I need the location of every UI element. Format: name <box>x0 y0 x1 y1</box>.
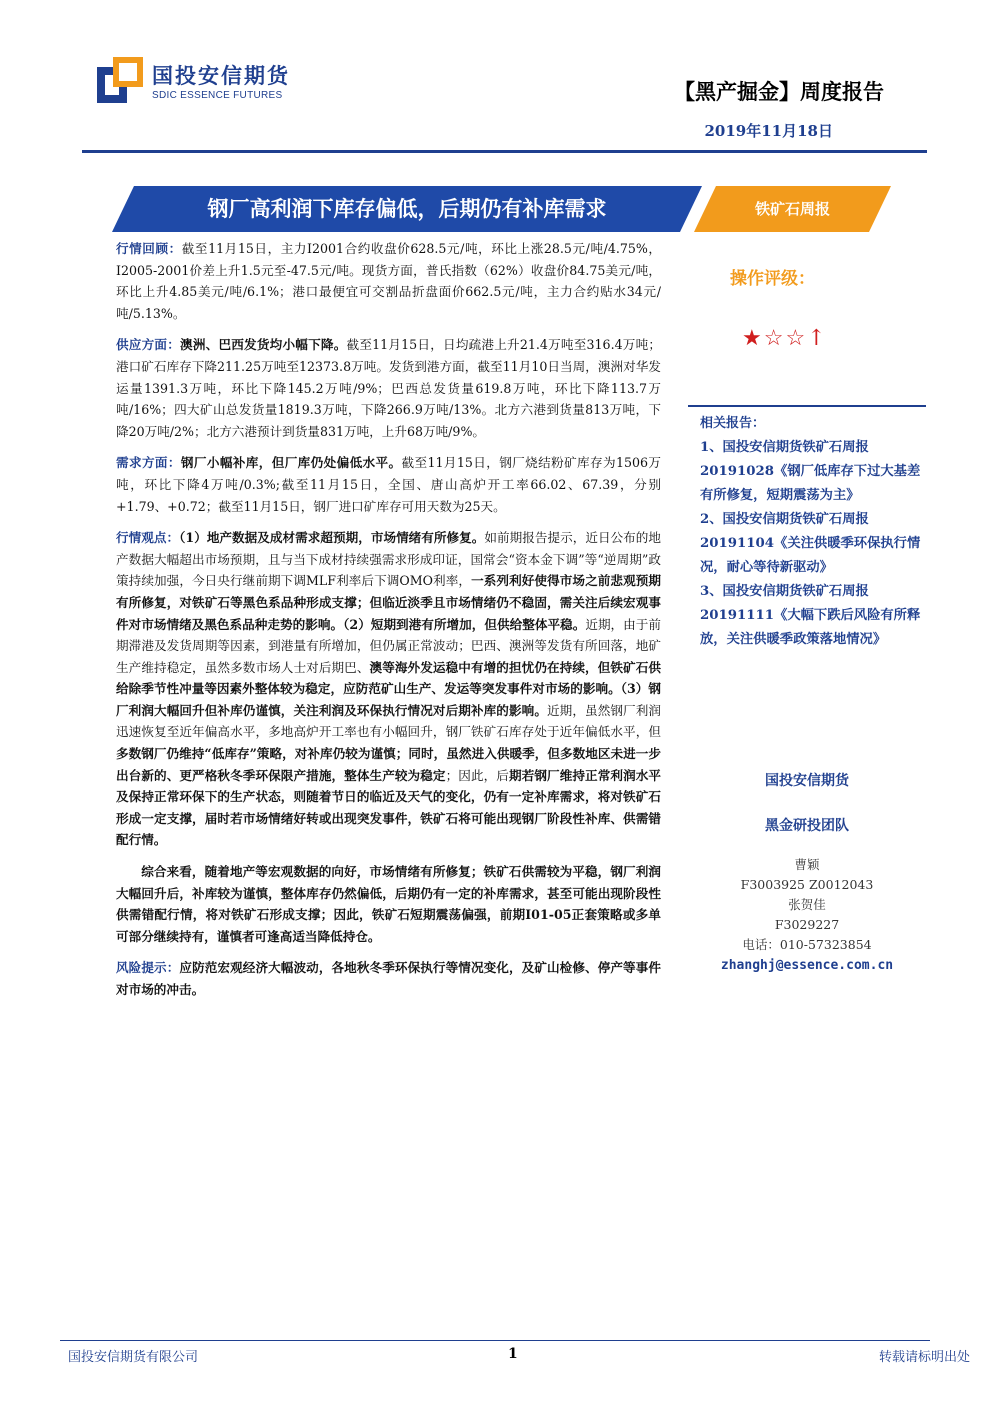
demand-paragraph <box>116 452 661 517</box>
demand-text: 截至11月15日，钢厂烧结粉矿库存为1506万吨，环比下降4万吨/0.3%;截至11月15日，全国、唐山高炉开工率66.02、67.39，分别+1.79、+0.72；截至11月15日，钢厂进口矿库存可用天数为25天。 <box>116 455 662 514</box>
main-content <box>116 238 661 1011</box>
logo-english-name: SDIC ESSENCE FUTURES <box>152 90 283 101</box>
rating-label: 操作评级： <box>730 269 815 289</box>
firm-name: 国投安信期货 <box>765 773 849 789</box>
demand-headline: 钢厂小幅补库，但厂库仍处偏低水平。 <box>180 455 402 471</box>
risk-label: 风险提示： <box>116 960 180 976</box>
related-reports <box>700 412 922 652</box>
report-date: 2019年11月18日 <box>704 122 833 140</box>
footer-notice: 转载请标明出处 <box>878 1350 970 1365</box>
outlook-label: 行情观点： <box>116 530 180 546</box>
supply-label: 供应方面： <box>116 337 181 353</box>
supply-headline: 澳洲、巴西发货均小幅下降。 <box>180 337 347 353</box>
outlook-text-2: 近期，由于前期滞港及发货周期等因素，到港量有所增加，但仍属正常波动；巴西、澳洲等发货有所回落，地矿生产维持稳定，虽然多数市场人士对后期巴、 <box>116 616 662 675</box>
report-type-title: 【黑产掘金】周度报告 <box>674 80 884 104</box>
risk-text: 应防范宏观经济大幅波动，各地秋冬季环保执行等情况变化，及矿山检修、停产等事件对市场的冲击。 <box>116 960 662 997</box>
supply-paragraph <box>116 334 661 442</box>
outlook-paragraph <box>116 527 661 851</box>
outlook-bold-2: 一系列利好使得市场之前悲观预期有所修复，对铁矿石等黑色系品种形成支撑；但临近淡季且市场情绪仍不稳固，需关注后续宏观事件对市场情绪及黑色系品种走势的影响。（2）短期到港有所增加，但供给整体平稳。 <box>116 573 662 632</box>
supply-text: 截至11月15日，日均疏港上升21.4万吨至316.4万吨；港口矿石库存下降211.25万吨至12373.8万吨。发货到港方面，截至11月10日当周，澳洲对华发运量1391.3万吨，环比下降145.2万吨/9%；巴西总发货量619.8万吨，环比下降113.7万吨/16%；四大矿山总发货量1819.3万吨，下降266.9万吨/13%。北方六港到货量813万吨，下降20万吨/2%；北方六港预计到货量831万吨，上升68万吨/9%。 <box>116 337 661 439</box>
market-review-text: 截至11月15日，主力I2001合约收盘价628.5元/吨，环比上涨28.5元/吨/4.75%，I2005-2001价差上升1.5元至-47.5元/吨。现货方面，普氏指数（62%）收盘价84.75美元/吨，环比上升4.85美元/吨/6.1%；港口最便宜可交割品折盘面价662.5元/吨，主力合约贴水34元/吨/5.13%。 <box>116 241 662 321</box>
related-report-link[interactable]: 1、国投安信期货铁矿石周报20191028《钢厂低库存下过大基差有所修复，短期震荡为主》 <box>700 440 921 503</box>
related-report-link[interactable]: 3、国投安信期货铁矿石周报20191111《大幅下跌后风险有所释放，关注供暖季政策落地情况》 <box>700 584 921 647</box>
footer-divider <box>60 1340 930 1341</box>
analyst-license: F3003925 Z0012043 <box>740 877 874 892</box>
company-logo-icon <box>97 57 143 103</box>
email-link[interactable]: zhanghj@essence.com.cn <box>720 958 894 973</box>
outlook-bold-3: 澳等海外发运稳中有增的担忧仍在持续，但铁矿石供给除季节性冲量等因素外整体较为稳定，应防范矿山生产、发运等突发事件对市场的影响。（3）钢厂利润大幅回升但补库仍谨慎，关注利润及环保执行情况对后期补库的影响。 <box>116 659 662 718</box>
outlook-bold-4: 多数钢厂仍维持“低库存”策略，对补库仍较为谨慎；同时，虽然进入供暖季，但多数地区未进一步出台新的、更严格秋冬季环保限产措施，整体生产较为稳定 <box>116 746 661 783</box>
footer-company: 国投安信期货有限公司 <box>68 1350 199 1365</box>
analyst-name: 张贺佳 <box>788 897 826 912</box>
outlook-text-1: 如前期报告提示，近日公布的地产数据大幅超出市场预期，且与当下成材持续强需求形成印证，国常会“资本金下调”等“逆周期”政策持续加强，今日央行继前期下调MLF利率后下调OMO利率， <box>116 530 662 589</box>
category-tag-label: 铁矿石周报 <box>754 200 830 218</box>
header-divider <box>82 150 927 153</box>
outlook-bold-5: 期若钢厂维持正常利润水平及保持正常环保下的生产状态，则随着节日的临近及天气的变化，仍有一定补库需求，将对铁矿石形成一定支撑，届时若市场情绪好转或出现突发事件，铁矿石将可能出现钢厂阶段性补库、供需错配行情。 <box>116 767 662 848</box>
page-number: 1 <box>508 1346 518 1362</box>
outlook-text-4: ；因此，后 <box>445 767 509 783</box>
summary-paragraph: 综合来看，随着地产等宏观数据的向好，市场情绪有所修复；铁矿石供需较为平稳，钢厂利润大幅回升后，补库较为谨慎，整体库存仍然偏低，后期仍有一定的补库需求，甚至可能出现阶段性供需错配行情，将对铁矿石形成支撑；因此，铁矿石短期震荡偏强，前期I01-05正套策略或多单可部分继续持有，谨慎者可逢高适当降低持仓。 <box>116 864 661 944</box>
phone-number: 电话：010-57323854 <box>742 937 872 952</box>
demand-label: 需求方面： <box>116 455 181 471</box>
analyst-name: 曹颖 <box>794 857 820 872</box>
market-review-paragraph <box>116 238 661 324</box>
analyst-contacts <box>688 855 926 955</box>
related-report-link[interactable]: 2、国投安信期货铁矿石周报20191104《关注供暖季环保执行情况，耐心等待新驱动》 <box>700 512 921 575</box>
team-name: 黑金研投团队 <box>765 818 849 834</box>
market-review-label: 行情回顾： <box>116 241 182 256</box>
outlook-text-3: 近期，虽然钢厂利润迅速恢复至近年偏高水平，多地高炉开工率也有小幅回升，钢厂铁矿石库存处于近年偏低水平，但 <box>116 702 662 740</box>
risk-paragraph <box>116 957 661 1000</box>
outlook-bold-1: （1）地产数据及成材需求超预期，市场情绪有所修复。 <box>179 530 485 546</box>
rating-stars-icon: ★☆☆↑ <box>742 326 828 351</box>
report-title: 钢厂高利润下库存偏低，后期仍有补库需求 <box>207 197 607 221</box>
related-reports-title: 相关报告： <box>700 416 766 431</box>
analyst-license: F3029227 <box>774 917 840 932</box>
logo-chinese-name: 国投安信期货 <box>152 64 290 88</box>
sidebar-divider <box>688 405 926 407</box>
